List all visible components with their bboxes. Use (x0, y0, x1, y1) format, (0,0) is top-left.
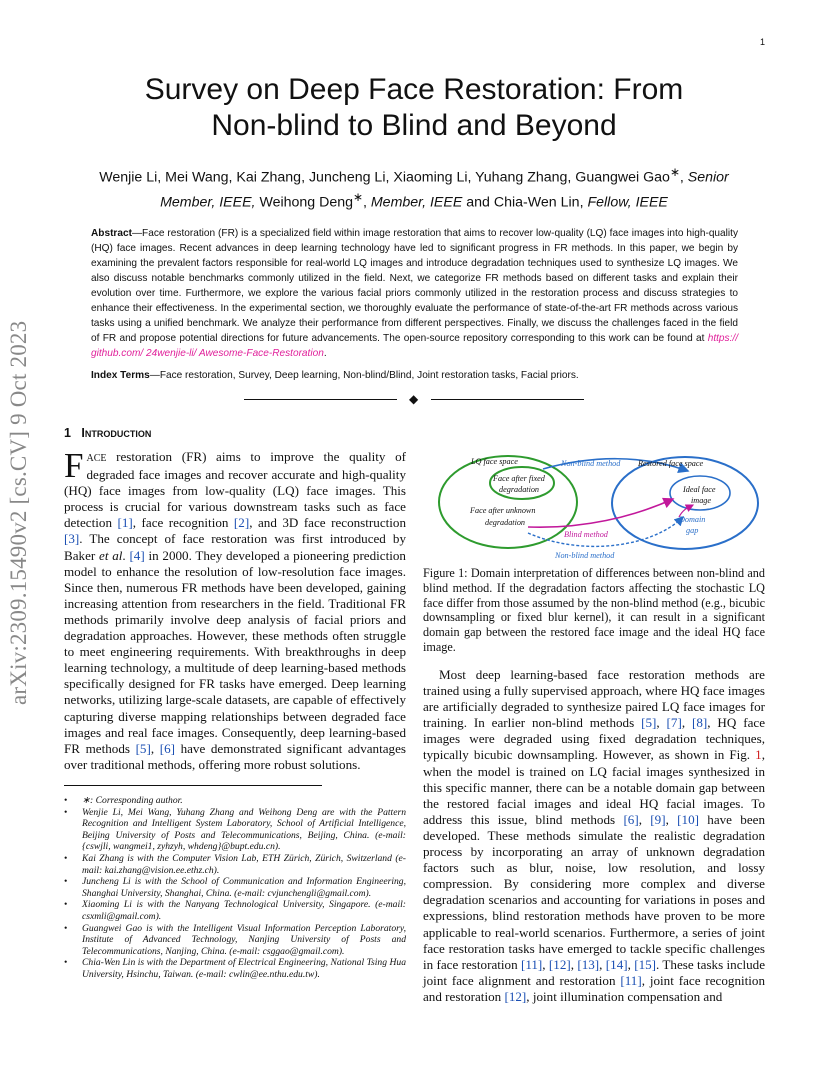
footnote-text: Xiaoming Li is with the Nanyang Technological University, Singapore. (e-mail: csxmli@gmail.com). (82, 899, 406, 922)
text: , and 3D face reconstruction (249, 515, 407, 531)
paper-title (60, 72, 768, 144)
citation-link[interactable]: [12] (548, 956, 571, 972)
authors-text: Wenjie Li, Mei Wang, Kai Zhang, Juncheng Li, Xiaoming Li, Yuhang Zhang, Guangwei Gao (99, 169, 670, 186)
text: , when the model is trained on LQ facial images synthesized in this specific manner, there can be a notable domain gap between the restored facial images and ideal HQ facial images. To address this issue, blind methods (423, 747, 765, 827)
citation-link[interactable]: [13] (577, 956, 600, 972)
lq-face-space-ellipse (439, 456, 577, 548)
text: , (150, 740, 160, 756)
text: , (665, 811, 678, 827)
citation-link[interactable]: [1] (117, 515, 133, 531)
text: , face recognition (132, 515, 234, 531)
footnote-text: Juncheng Li is with the School of Communication and Information Engineering, Shanghai University, Shanghai, China. (e-mail: cvjunchengli@gmail.com). (82, 876, 406, 899)
text: , (656, 715, 667, 731)
citation-link[interactable]: [12] (504, 988, 527, 1004)
author-role: Member, IEEE (370, 194, 463, 211)
smallcaps-word: ACE (86, 453, 107, 464)
lq-space-label: LQ face space (471, 457, 518, 466)
unknown-degradation-label-2: degradation (485, 518, 526, 527)
section-title: Introduction (81, 426, 152, 440)
restored-space-label: Restored face space (638, 459, 704, 468)
footnote-rule (64, 785, 322, 786)
footnote: • Juncheng Li is with the School of Communication and Information Engineering, Shanghai University, Shanghai, China. (e-mail: cvjunchengli@gmail.com). (64, 876, 406, 899)
title-line-2: Non-blind to Blind and Beyond (211, 109, 617, 142)
unknown-degradation-label-1: Face after unknown (470, 506, 536, 515)
text: , (638, 811, 651, 827)
text: , HQ face images were degraded using fixed degradation techniques, typically bicubic downsampling. However, as shown in Fig. (423, 715, 766, 763)
citation-link[interactable]: [3] (64, 531, 80, 547)
ideal-face-label-2: image (691, 496, 712, 505)
footnote: • Xiaoming Li is with the Nanyang Technological University, Singapore. (e-mail: csxmli@gmail.com). (64, 899, 406, 922)
text: , (681, 715, 692, 731)
index-terms-text: —Face restoration, Survey, Deep learning, Non-blind/Blind, Joint restoration tasks, Facial priors. (149, 370, 579, 381)
ideal-face-label-1: Ideal face (683, 485, 716, 494)
text: , (599, 956, 606, 972)
text: et al (99, 547, 123, 563)
section-divider (244, 394, 584, 406)
domain-gap-label-1: Domain (679, 515, 706, 524)
domain-gap-label-2: gap (686, 526, 699, 535)
footnote: • Chia-Wen Lin is with the Department of Electrical Engineering, National Tsing Hua University, Hsinchu, Taiwan. (e-mail: cwlin@ee.nthu.edu.tw). (64, 957, 406, 980)
abstract-text: —Face restoration (FR) is a specialized field within image restoration that aims to recover low-quality (LQ) face images into high-quality (HQ) face images. Recent advances in deep learning technology have led to significant progress in FR methods. In this paper, we begin by examining the prevalent factors responsible for real-world LQ images and introduce degradation techniques used to synthesize LQ images. We also discuss notable benchmarks commonly utilized in the field. Next, we categorize FR methods based on different tasks and explain their evolution over time. Furthermore, we explore the various facial priors commonly utilized in the restoration process and discuss strategies to enhance their effectiveness. In the experimental section, we thoroughly evaluate the performance of state-of-the-art FR methods across various tasks using a unified benchmark. We analyze their performance from different perspectives. Finally, we discuss the challenges faced in the field of FR and propose potential directions for future advancements. The open-source repository corresponding to this work can be found at (91, 228, 738, 344)
separator: , (362, 194, 371, 211)
corresponding-mark: ∗ (669, 165, 680, 179)
corresponding-mark: ∗ (353, 189, 363, 204)
page-number: 1 (759, 37, 765, 47)
citation-link[interactable]: [7] (666, 715, 682, 731)
footnote-text: Chia-Wen Lin is with the Department of Electrical Engineering, National Tsing Hua University, Hsinchu, Taiwan. (e-mail: cwlin@ee.nthu.edu.tw). (82, 957, 406, 980)
text: . These tasks include joint face alignment and restoration (423, 956, 766, 988)
footnote: • ∗: Corresponding author. (64, 795, 406, 807)
text: have been developed. These methods simulate the realistic degradation process by incorporating an array of unknown degradation factors such as blur, noise, low resolution, and lossy compression. By considering more complex and diverse degradation scenarios and accounting for variations in poses and expressions, blind restoration methods have proven to be more applicable to real-world scenarios. Furthermore, a series of joint face restoration tasks have emerged to tackle specific challenges in face restoration (423, 811, 766, 972)
citation-link[interactable]: [11] (520, 956, 543, 972)
footnote-text: Guangwei Gao is with the Intelligent Visual Information Perception Laboratory, Institute of Advanced Technology, Nanjing University of Posts and Telecommunications, Nanjing, China. (e-mail: csggao@gmail.com). (82, 922, 406, 957)
footnote: • Kai Zhang is with the Computer Vision Lab, ETH Zürich, Zürich, Switzerland (e-mail: kai.zhang@vision.ee.ethz.ch). (64, 852, 406, 876)
separator: , (679, 169, 688, 186)
citation-link[interactable]: [5] (135, 740, 151, 756)
citation-link[interactable]: [2] (233, 515, 250, 531)
citation-link[interactable]: [5] (641, 715, 657, 731)
nonblind-method-label-top: Non-blind method (561, 459, 621, 468)
fixed-degradation-label-1: Face after fixed (493, 474, 545, 483)
introduction-paragraph (64, 446, 407, 773)
text: have demonstrated significant advantages over traditional methods, offering more robust solutions. (64, 740, 407, 772)
footnote-text: Kai Zhang is with the Computer Vision Lab, ETH Zürich, Zürich, Switzerland (e-mail: kai.zhang@vision.ee.ethz.ch). (82, 852, 406, 876)
footnote: • Wenjie Li, Mei Wang, Yuhang Zhang and Weihong Deng are with the Pattern Recognition and Intelligent System Laboratory, School of Artificial Intelligence, Beijing University of Posts and Telecommunications, Beijing, China. (e-mail: {cswjli, wangmei1, zyhzyh, whdeng}@bupt.edu.cn). (64, 806, 406, 853)
citation-link[interactable]: [6] (623, 811, 639, 827)
footnote: • Guangwei Gao is with the Intelligent Visual Information Perception Laboratory, Institute of Advanced Technology, Nanjing University of Posts and Telecommunications, Nanjing, China. (e-mail: csggao@gmail.com). (64, 922, 406, 957)
authors-text: Weihong Deng (255, 194, 354, 211)
index-terms-label: Index Terms (91, 370, 150, 381)
text: in 2000. They developed a pioneering prediction model to enhance the resolution of low-resolution face images. Since then, numerous FR methods have been developed, gaining increasing attention from researchers in the field. Traditional FR methods primarily involve deep analysis of facial priors and degradation approaches. However, these methods often struggle to meet engineering requirements. With breakthroughs in deep learning technology, a multitude of deep learning-based methods specifically designed for FR tasks have emerged. Deep learning networks, utilizing large-scale datasets, are capable of effectively capturing diverse mapping relationships between degraded face images and real face images. Consequently, deep learning-based FR methods (64, 547, 406, 756)
fixed-degradation-ellipse (490, 467, 554, 499)
text: , (627, 956, 635, 972)
section-number: 1 (64, 426, 71, 440)
citation-link[interactable]: [14] (605, 956, 628, 972)
citation-link[interactable]: [10] (677, 811, 699, 827)
body-paragraph-right (423, 667, 765, 1005)
citation-link[interactable]: [8] (691, 715, 708, 731)
nonblind-method-label-bottom: Non-blind method (555, 551, 615, 560)
text: . The concept of face restoration was first introduced by Baker (64, 531, 406, 563)
authors-text: and Chia-Wen Lin, (462, 194, 588, 211)
abstract (91, 226, 738, 361)
text: restoration (FR) aims to improve the quality of degraded face images and recover accurate and high-quality (HQ) face images from low-quality (LQ) face images. This process is crucial for various downstream tasks such as face detection (64, 449, 406, 531)
blind-arrow (528, 499, 673, 527)
blind-method-label: Blind method (564, 530, 608, 539)
figure-domain-diagram (433, 447, 765, 563)
abstract-label: Abstract (91, 228, 132, 239)
author-list (80, 163, 748, 212)
abstract-end: . (323, 348, 327, 359)
citation-link[interactable]: [15] (634, 956, 657, 972)
title-line-1: Survey on Deep Face Restoration: From (144, 73, 684, 106)
repository-link[interactable]: https:// github.com/ 24wenjie-li/ Awesome-Face-Restoration (91, 333, 738, 359)
text: , joint illumination compensation and (526, 988, 723, 1004)
citation-link[interactable]: [9] (650, 811, 666, 827)
text: Most deep learning-based face restoration methods are trained using a fully supervised approach, where HQ face images are artificially degraded to synthesize paired LQ face images for training. In earlier non-blind methods (423, 667, 765, 731)
footnote-text: Wenjie Li, Mei Wang, Yuhang Zhang and Weihong Deng are with the Pattern Recognition and Intelligent System Laboratory, School of Artificial Intelligence, Beijing University of Posts and Telecommunications, Beijing, China. (e-mail: {cswjli, wangmei1, zyhzyh, whdeng}@bupt.edu.cn). (82, 806, 406, 853)
fixed-degradation-label-2: degradation (499, 485, 540, 494)
author-role: Member, IEEE, (160, 194, 256, 211)
author-role: Senior (687, 169, 729, 186)
section-heading (64, 426, 151, 440)
index-terms (91, 368, 738, 383)
text: . (122, 547, 130, 563)
text: , joint face recognition and restoration (423, 972, 766, 1004)
citation-link[interactable]: [6] (159, 740, 175, 756)
diamond-icon: ◆ (409, 392, 419, 406)
author-role: Fellow, IEEE (587, 194, 668, 211)
figure-caption: Figure 1: Domain interpretation of differences between non-blind and blind method. If the degradation factors affecting the stochastic LQ face differ from those assumed by the non-blind method (e.g., bicubic downsampling or fixed blur kernel), it can result in a significant domain gap between the restored face image and the ideal HQ face image. (423, 566, 765, 654)
text: , (542, 956, 549, 972)
citation-link[interactable]: [4] (129, 547, 145, 563)
figure-link[interactable]: 1 (755, 747, 762, 763)
footnote-text: ∗: Corresponding author. (82, 795, 183, 806)
arxiv-identifier-text: arXiv:2309.15490v2 [cs.CV] 9 Oct 2023 (6, 320, 31, 705)
drop-cap: F (64, 446, 84, 485)
citation-link[interactable]: [11] (620, 972, 642, 988)
footnotes (64, 795, 406, 981)
text: , (570, 956, 578, 972)
